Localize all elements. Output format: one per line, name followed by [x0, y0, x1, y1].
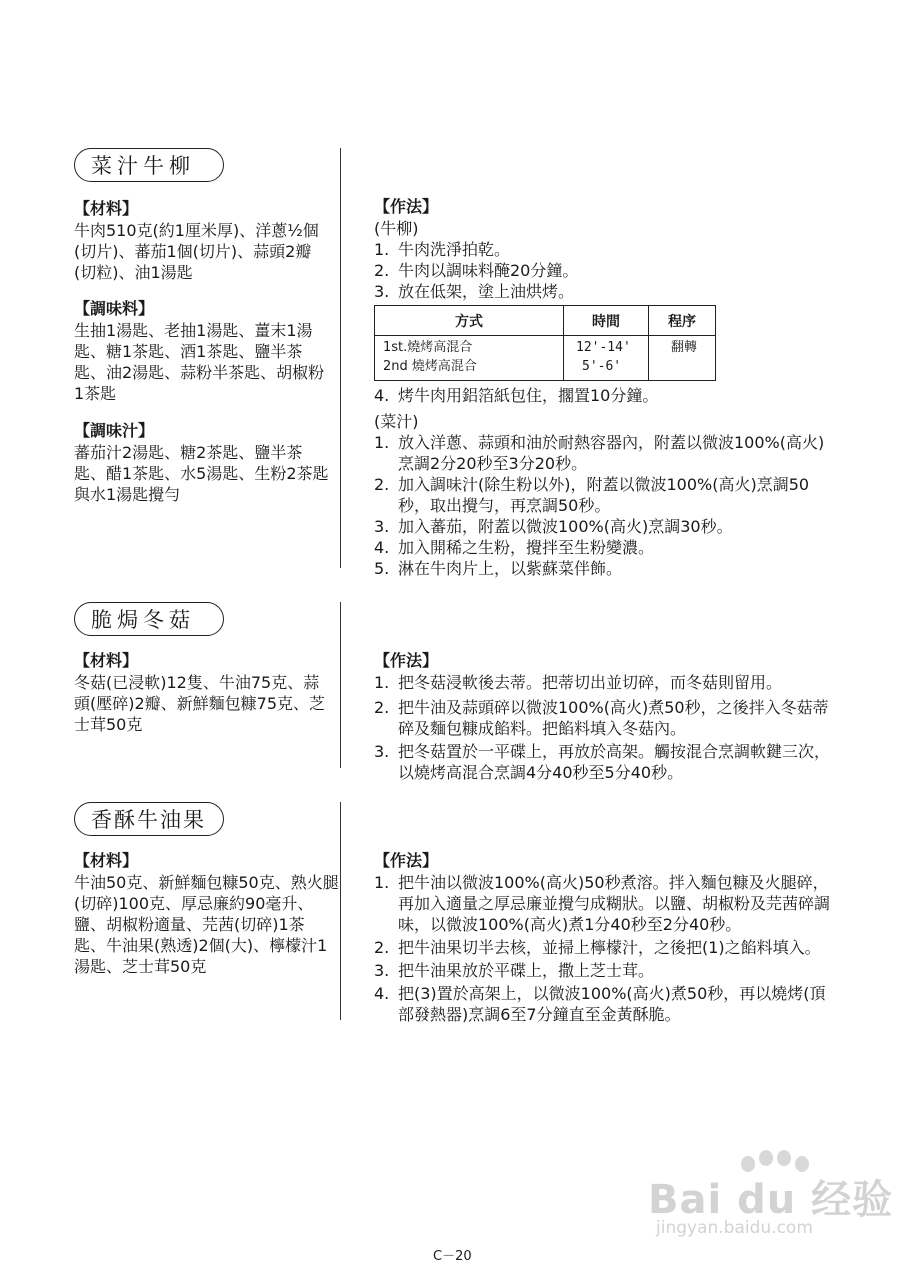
step-text: 把牛油以微波100%(高火)50秒煮溶。拌入麵包糠及火腿碎，再加入適量之厚忌廉並攪勻成糊狀。以鹽、胡椒粉及芫茜碎調味，以微波100%(高火)煮1分40秒至2分40秒。	[398, 873, 831, 934]
step-number: 4.	[374, 984, 390, 1003]
sub-heading-beef: (牛柳)	[374, 219, 419, 238]
step-number: 1.	[374, 673, 390, 692]
sub-heading-sauce: (菜汁)	[374, 412, 419, 431]
step-number: 3.	[374, 742, 390, 761]
ingredients-heading: 【材料】	[74, 851, 139, 870]
step-item	[374, 432, 834, 474]
method-heading: 【作法】	[374, 197, 439, 216]
ingredients-line: 牛油50克、新鮮麵包糠50克、熟火腿	[74, 873, 339, 892]
sauce-line: 蕃茄汁2湯匙、糖2茶匙、鹽半茶	[74, 443, 303, 462]
step-item	[374, 937, 834, 958]
step-item	[374, 260, 834, 281]
sauce-block	[74, 420, 336, 505]
step-number: 3.	[374, 282, 390, 301]
ingredients-heading: 【材料】	[74, 199, 139, 218]
step-text: 把牛油果放於平碟上，撒上芝士茸。	[398, 961, 655, 980]
table-header: 程序	[649, 306, 716, 336]
table-row	[375, 336, 716, 381]
ingredients-line: 鹽、胡椒粉適量、芫茜(切碎)1茶	[74, 915, 305, 934]
sauce-line: 匙、醋1茶匙、水5湯匙、生粉2茶匙	[74, 464, 329, 483]
ingredients-line: 頭(壓碎)2瓣、新鮮麵包糠75克、芝	[74, 694, 326, 713]
recipe-title-avocado: 香酥牛油果	[74, 802, 224, 836]
step-item	[374, 872, 834, 935]
step-item	[374, 281, 834, 302]
ingredients-block	[74, 850, 340, 977]
step-number: 2.	[374, 261, 390, 280]
ingredients-heading: 【材料】	[74, 651, 139, 670]
sauce-heading: 【調味汁】	[74, 421, 155, 440]
page-number: C－20	[433, 1249, 472, 1264]
column-divider	[340, 802, 341, 1020]
table-header: 方式	[375, 306, 564, 336]
table-header: 時間	[564, 306, 649, 336]
step-number: 4.	[374, 538, 390, 557]
step-text: 淋在牛肉片上，以紫蘇菜伴飾。	[398, 559, 623, 578]
step-number: 5.	[374, 559, 390, 578]
step-item	[374, 672, 834, 693]
table-cell	[375, 336, 564, 381]
step-item	[374, 537, 834, 558]
step-item	[374, 983, 834, 1025]
seasoning-line: 1茶匙	[74, 384, 117, 403]
step-item	[374, 516, 834, 537]
seasoning-heading: 【調味料】	[74, 299, 155, 318]
step-number: 2.	[374, 698, 390, 717]
sauce-line: 與水1湯匙攪勻	[74, 485, 181, 504]
method-block-avocado	[374, 850, 834, 1025]
mode-line: 1st.燒烤高混合	[383, 340, 473, 355]
step-item	[374, 385, 834, 406]
step-text: 牛肉洗淨拍乾。	[398, 240, 511, 259]
step-text: 把牛油果切半去核，並掃上檸檬汁，之後把(1)之餡料填入。	[398, 938, 821, 957]
step-item	[374, 239, 834, 260]
step-number: 1.	[374, 433, 390, 452]
ingredients-line: 冬菇(已浸軟)12隻、牛油75克、蒜	[74, 673, 320, 692]
step-text: 烤牛肉用鋁箔紙包住，擱置10分鐘。	[398, 386, 659, 405]
step-number: 2.	[374, 475, 390, 494]
method-heading: 【作法】	[374, 651, 439, 670]
ingredients-line: 士茸50克	[74, 715, 143, 734]
procedure-text: 翻轉	[671, 340, 698, 355]
method-block-mushroom	[374, 650, 834, 783]
step-item	[374, 697, 834, 739]
table-cell	[564, 336, 649, 381]
table-cell	[649, 336, 716, 381]
step-text: 加入開稀之生粉，攪拌至生粉變濃。	[398, 538, 655, 557]
ingredients-line: 湯匙、芝士茸50克	[74, 957, 207, 976]
watermark-logo: Bai du 经验	[648, 1177, 894, 1223]
step-number: 4.	[374, 386, 390, 405]
step-number: 1.	[374, 873, 390, 892]
step-text: 放在低架，塗上油烘烤。	[398, 282, 575, 301]
recipe-title-mushroom: 脆焗冬菇	[74, 602, 224, 636]
ingredients-line: (切粒)、油1湯匙	[74, 263, 193, 282]
step-item	[374, 474, 834, 516]
column-divider	[340, 602, 341, 768]
mode-line: 2nd 燒烤高混合	[383, 359, 477, 374]
ingredients-line: 牛肉510克(約1厘米厚)、洋蔥½個	[74, 221, 319, 240]
ingredients-block	[74, 650, 336, 735]
ingredients-line: 匙、牛油果(熟透)2個(大)、檸檬汁1	[74, 936, 328, 955]
step-text: 把(3)置於高架上，以微波100%(高火)煮50秒，再以燒烤(頂部發熱器)烹調6至7分鐘直至金黃酥脆。	[398, 984, 826, 1024]
step-text: 把冬菇浸軟後去蒂。把蒂切出並切碎，而冬菇則留用。	[398, 673, 783, 692]
method-block-beef	[374, 196, 834, 579]
step-number: 3.	[374, 961, 390, 980]
recipe-title-beef: 菜汁牛柳	[74, 148, 224, 182]
watermark-url: jingyan.baidu.com	[656, 1218, 813, 1238]
step-number: 3.	[374, 517, 390, 536]
step-item	[374, 960, 834, 981]
seasoning-line: 匙、糖1茶匙、酒1茶匙、鹽半茶	[74, 342, 303, 361]
ingredients-line: (切碎)100克、厚忌廉約90毫升、	[74, 894, 314, 913]
column-divider	[340, 148, 341, 568]
step-text: 加入蕃茄，附蓋以微波100%(高火)烹調30秒。	[398, 517, 733, 536]
cooking-table	[374, 305, 716, 381]
step-text: 把牛油及蒜頭碎以微波100%(高火)煮50秒，之後拌入冬菇蒂碎及麵包糠成餡料。把餡料填入冬菇內。	[398, 698, 829, 738]
step-text: 把冬菇置於一平碟上，再放於高架。觸按混合烹調軟鍵三次，以燒烤高混合烹調4分40秒至5分40秒。	[398, 742, 831, 782]
seasoning-line: 匙、油2湯匙、蒜粉半茶匙、胡椒粉	[74, 363, 325, 382]
step-number: 2.	[374, 938, 390, 957]
ingredients-line: (切片)、蕃茄1個(切片)、蒜頭2瓣	[74, 242, 312, 261]
ingredients-block	[74, 198, 336, 283]
step-text: 牛肉以調味料醃20分鐘。	[398, 261, 579, 280]
step-item	[374, 741, 834, 783]
method-heading: 【作法】	[374, 851, 439, 870]
time-line: 12'-14'	[576, 340, 631, 355]
step-number: 1.	[374, 240, 390, 259]
time-line: 5'-6'	[582, 359, 622, 374]
seasoning-line: 生抽1湯匙、老抽1湯匙、薑末1湯	[74, 321, 313, 340]
step-item	[374, 558, 834, 579]
seasoning-block	[74, 298, 336, 404]
step-text: 放入洋蔥、蒜頭和油於耐熱容器內，附蓋以微波100%(高火)烹調2分20秒至3分20秒。	[398, 433, 825, 473]
step-text: 加入調味汁(除生粉以外)，附蓋以微波100%(高火)烹調50秒，取出攪勻，再烹調50秒。	[398, 475, 810, 515]
